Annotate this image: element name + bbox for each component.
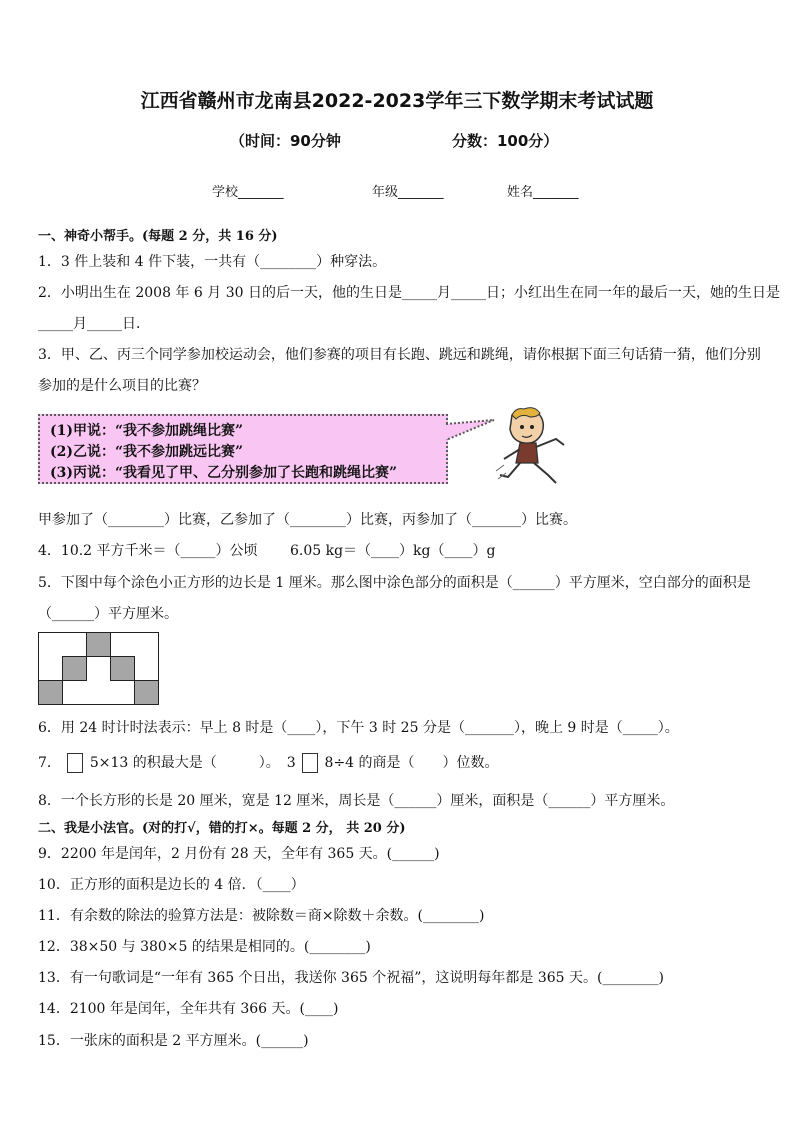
question-3-answer: 甲参加了（________）比赛，乙参加了（________）比赛，丙参加了（_______）比赛。 bbox=[38, 512, 577, 528]
question-5-line1: 5．下图中每个涂色小正方形的边长是 1 厘米。那么图中涂色部分的面积是（______）平方厘米，空白部分的面积是 bbox=[38, 575, 751, 591]
question-11: 11．有余数的除法的验算方法是：被除数＝商×除数＋余数。(________) bbox=[38, 908, 485, 924]
blank-box-1 bbox=[67, 753, 83, 773]
grade-field: 年级_______ bbox=[372, 185, 444, 200]
shaded-square bbox=[135, 681, 159, 705]
blank-box-2 bbox=[302, 753, 318, 773]
shaded-squares-figure bbox=[38, 632, 160, 706]
running-boy-illustration bbox=[494, 405, 576, 487]
question-12: 12．38×50 与 380×5 的结果是相同的。(________) bbox=[38, 939, 371, 955]
question-10: 10．正方形的面积是边长的 4 倍．（____） bbox=[38, 877, 305, 893]
bubble-line-1: (1)甲说：“我不参加跳绳比赛” bbox=[50, 423, 244, 439]
bubble-line-3: (3)丙说：“我看见了甲、乙分别参加了长跑和跳绳比赛” bbox=[50, 465, 398, 481]
section1-heading: 一、神奇小帮手。(每题 2 分，共 16 分) bbox=[38, 229, 278, 244]
bubble-line-2: (2)乙说：“我不参加跳远比赛” bbox=[50, 444, 244, 460]
question-13: 13．有一句歌词是“一年有 365 个日出，我送你 365 个祝福”，这说明每年都是 365 天。(________) bbox=[38, 970, 664, 986]
question-1: 1．3 件上装和 4 件下装，一共有（________）种穿法。 bbox=[38, 254, 387, 270]
question-6: 6．用 24 时计时法表示：早上 8 时是（____），下午 3 时 25 分是（_______），晚上 9 时是（_____）。 bbox=[38, 720, 679, 736]
school-field: 学校_______ bbox=[212, 185, 284, 200]
question-4: 4．10.2 平方千米＝（_____）公顷 6.05 kg＝（____）kg（____）g bbox=[38, 543, 496, 559]
question-5-line2: （______）平方厘米。 bbox=[38, 606, 178, 622]
exam-score: 分数：100分） bbox=[452, 132, 559, 150]
shaded-square bbox=[63, 657, 87, 681]
shaded-square bbox=[39, 681, 63, 705]
question-2-line2: _____月_____日． bbox=[38, 316, 150, 332]
question-7-part-b: 8÷4 的商是（ ）位数。 bbox=[324, 755, 499, 771]
speech-bubble bbox=[38, 414, 448, 484]
question-7-number: 7． bbox=[38, 755, 61, 771]
exam-time: （时间：90分钟 bbox=[230, 132, 341, 150]
question-2-line1: 2．小明出生在 2008 年 6 月 30 日的后一天，他的生日是_____月_____日；小红出生在同一年的最后一天，她的生日是 bbox=[38, 285, 780, 301]
question-14: 14．2100 年是闰年，全年共有 366 天。(____) bbox=[38, 1001, 339, 1017]
page-title: 江西省赣州市龙南县2022-2023学年三下数学期末考试试题 bbox=[140, 90, 654, 112]
shaded-square bbox=[87, 633, 111, 657]
question-7-part-a: 5×13 的积最大是（ ）。 3 bbox=[89, 755, 296, 771]
question-7 bbox=[38, 752, 499, 773]
bubble-tail bbox=[444, 418, 498, 448]
question-8: 8．一个长方形的长是 20 厘米，宽是 12 厘米，周长是（______）厘米，面积是（______）平方厘米。 bbox=[38, 793, 675, 809]
shaded-square bbox=[111, 657, 135, 681]
question-3-line2: 参加的是什么项目的比赛？ bbox=[38, 378, 206, 394]
name-field: 姓名_______ bbox=[507, 185, 579, 200]
question-9: 9．2200 年是闰年，2 月份有 28 天，全年有 365 天。(______) bbox=[38, 846, 440, 862]
section2-heading: 二、我是小法官。(对的打√，错的打×。每题 2 分， 共 20 分) bbox=[38, 821, 406, 836]
question-3-line1: 3．甲、乙、丙三个同学参加校运动会，他们参赛的项目有长跑、跳远和跳绳，请你根据下面三句话猜一猜，他们分别 bbox=[38, 347, 761, 363]
question-15: 15．一张床的面积是 2 平方厘米。(______) bbox=[38, 1033, 309, 1049]
